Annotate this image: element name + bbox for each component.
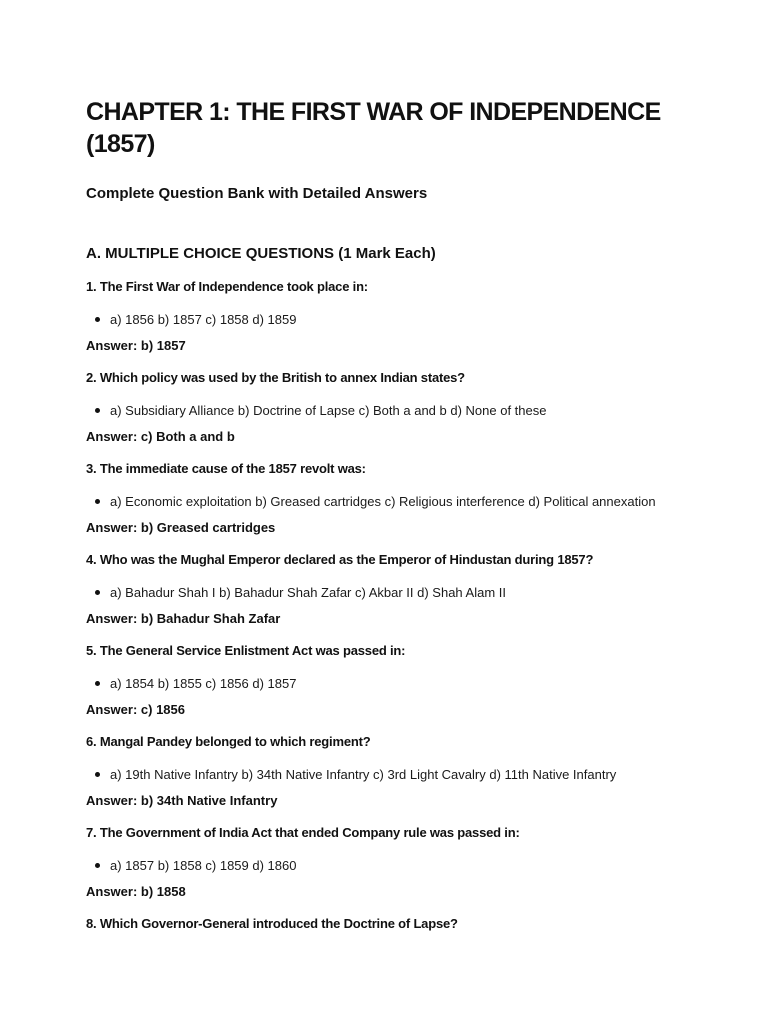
options-item: [86, 673, 682, 694]
question-6: [86, 733, 682, 810]
options-text: a) Subsidiary Alliance b) Doctrine of Lapse c) Both a and b d) None of these: [110, 403, 547, 418]
question-text: 3. The immediate cause of the 1857 revolt was:: [86, 461, 366, 476]
answer-text: Answer: b) Bahadur Shah Zafar: [86, 611, 281, 626]
question-4: [86, 551, 682, 628]
question-1: [86, 278, 682, 355]
question-text: 8. Which Governor-General introduced the Doctrine of Lapse?: [86, 916, 458, 931]
question-text: 2. Which policy was used by the British to annex Indian states?: [86, 370, 465, 385]
options-item: [86, 582, 682, 603]
bullet-icon: [95, 863, 100, 868]
question-text: 5. The General Service Enlistment Act was passed in:: [86, 643, 406, 658]
answer-text: Answer: c) 1856: [86, 702, 185, 717]
answer-text: Answer: b) Greased cartridges: [86, 520, 276, 535]
options-list: [86, 764, 682, 785]
answer-text: Answer: b) 1857: [86, 338, 186, 353]
options-text: a) 1854 b) 1855 c) 1856 d) 1857: [110, 676, 297, 691]
options-item: [86, 491, 682, 512]
question-text: 6. Mangal Pandey belonged to which regiment?: [86, 734, 371, 749]
options-item: [86, 764, 682, 785]
options-item: [86, 400, 682, 421]
answer-text: Answer: b) 34th Native Infantry: [86, 793, 278, 808]
options-list: [86, 491, 682, 512]
options-item: [86, 309, 682, 330]
question-text: 1. The First War of Independence took place in:: [86, 279, 368, 294]
options-list: [86, 855, 682, 876]
options-text: a) 19th Native Infantry b) 34th Native Infantry c) 3rd Light Cavalry d) 11th Native Infantry: [110, 767, 617, 782]
chapter-title: CHAPTER 1: THE FIRST WAR OF INDEPENDENCE (1857): [86, 98, 661, 158]
document-subtitle: Complete Question Bank with Detailed Answers: [86, 185, 428, 202]
bullet-icon: [95, 317, 100, 322]
bullet-icon: [95, 590, 100, 595]
question-3: [86, 460, 682, 537]
question-5: [86, 642, 682, 719]
bullet-icon: [95, 772, 100, 777]
options-list: [86, 673, 682, 694]
options-text: a) Bahadur Shah I b) Bahadur Shah Zafar c) Akbar II d) Shah Alam II: [110, 585, 506, 600]
options-list: [86, 400, 682, 421]
options-text: a) 1856 b) 1857 c) 1858 d) 1859: [110, 312, 297, 327]
question-text: 4. Who was the Mughal Emperor declared as the Emperor of Hindustan during 1857?: [86, 552, 594, 567]
options-list: [86, 309, 682, 330]
options-list: [86, 582, 682, 603]
options-item: [86, 855, 682, 876]
bullet-icon: [95, 681, 100, 686]
answer-text: Answer: c) Both a and b: [86, 429, 235, 444]
question-2: [86, 369, 682, 446]
question-7: [86, 824, 682, 901]
bullet-icon: [95, 499, 100, 504]
section-heading: A. MULTIPLE CHOICE QUESTIONS (1 Mark Each): [86, 245, 436, 262]
answer-text: Answer: b) 1858: [86, 884, 186, 899]
options-text: a) Economic exploitation b) Greased cartridges c) Religious interference d) Political annexation: [110, 494, 656, 509]
options-text: a) 1857 b) 1858 c) 1859 d) 1860: [110, 858, 297, 873]
question-text: 7. The Government of India Act that ended Company rule was passed in:: [86, 825, 520, 840]
question-list: [86, 278, 682, 933]
question-8: [86, 915, 682, 933]
bullet-icon: [95, 408, 100, 413]
